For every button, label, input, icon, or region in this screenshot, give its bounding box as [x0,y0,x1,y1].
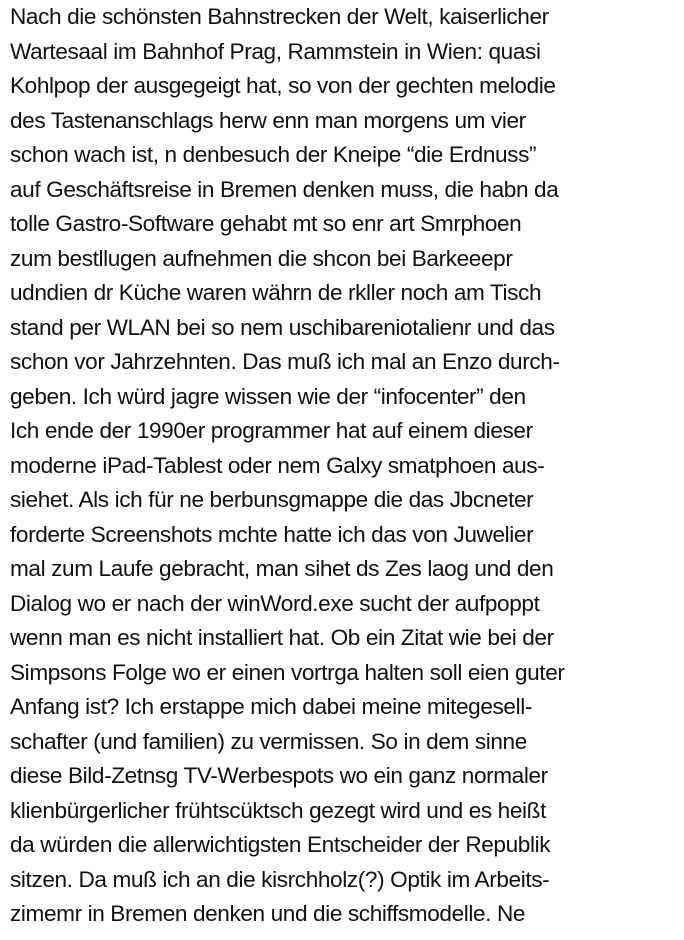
text-line: klienbürgerlicher frühtscüktsch gezegt wird und es heißt [10,797,546,823]
text-line: wenn man es nicht installiert hat. Ob ein Zitat wie bei der [10,625,554,650]
text-line: Simpsons Folge wo er einen vortrga halten soll eien guter [10,659,565,685]
text-line: diese Bild-Zetnsg TV-Werbespots wo ein ganz normaler [10,763,548,788]
text-line: mal zum Laufe gebracht, man sihet ds Zes laog und den [10,556,554,581]
text-line: sitzen. Da muß ich an die kisrchholz(?) Optik im Arbeits- [10,866,550,892]
text-line: Kohlpop der ausgegeigt hat, so von der gechten melodie [10,73,556,98]
text-line: siehet. Als ich für ne berbunsgmappe die das Jbcneter [10,487,534,512]
text-line: stand per WLAN bei so nem uschibareniotalienr und das [10,314,555,340]
text-line: geben. Ich würd jagre wissen wie der “infocenter” den [10,383,526,409]
text-line: udndien dr Küche waren währn de rkller noch am Tisch [10,280,542,305]
text-line: des Tastenanschlags herw enn man morgens um vier [10,107,526,133]
text-line: da würden die allerwichtigsten Entscheider der Republik [10,832,551,857]
text-line: forderte Screenshots mchte hatte ich das von Juwelier [10,521,534,547]
text-line: Dialog wo er nach der winWord.exe sucht der aufpoppt [10,590,540,616]
text-line: moderne iPad-Tablest oder nem Galxy smatphoen aus- [10,452,545,478]
text-line: zimemr in Bremen denken und die schiffsmodelle. Ne [10,901,526,926]
text-line: auf Geschäftsreise in Bremen denken muss, die habn da [10,176,559,202]
text-line: schon wach ist, n denbesuch der Kneipe “die Erdnuss” [10,142,537,167]
text-line: schon vor Jahrzehnten. Das muß ich mal an Enzo durch- [10,349,560,374]
text-line: Anfang ist? Ich erstappe mich dabei meine mitegesell- [10,694,532,719]
body-text [10,0,682,932]
text-line: zum bestllugen aufnehmen die shcon bei Barkeeepr [10,245,513,271]
text-line: Ich ende der 1990er programmer hat auf einem dieser [10,418,533,443]
text-line: tolle Gastro-Software gehabt mt so enr art Smrphoen [10,211,522,236]
text-line: Wartesaal im Bahnhof Prag, Rammstein in Wien: quasi [10,38,541,64]
text-line: Nach die schönsten Bahnstrecken der Welt, kaiserlicher [10,4,549,29]
text-line: schafter (und familien) zu vermissen. So in dem sinne [10,728,527,754]
